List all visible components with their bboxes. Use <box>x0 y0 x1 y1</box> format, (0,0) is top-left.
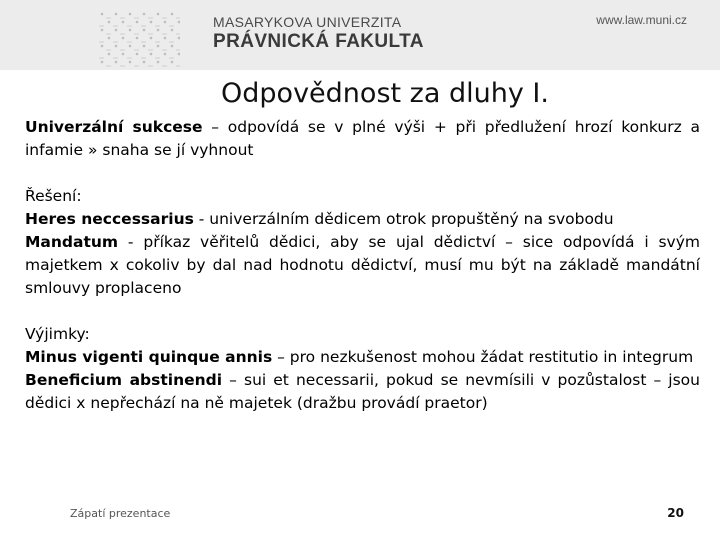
exception-item <box>25 369 700 415</box>
intro-text: – odpovídá se v plné výši + při předlužení hrozí konkurz a infamie » snaha se jí vyhnout <box>25 118 700 159</box>
footer-label: Zápatí prezentace <box>70 507 171 520</box>
intro-paragraph <box>25 116 700 162</box>
exceptions-heading: Výjimky: <box>25 325 90 343</box>
muni-logo-icon <box>68 2 180 68</box>
university-name: MASARYKOVA UNIVERZITA <box>213 14 402 30</box>
solution-item <box>25 208 700 231</box>
intro-term: Univerzální sukcese <box>25 118 203 136</box>
spacer <box>25 300 700 323</box>
slide-title: Odpovědnost za dluhy I. <box>221 78 549 109</box>
solutions-heading: Řešení: <box>25 187 82 205</box>
solution-item <box>25 231 700 300</box>
exception-term: Beneficium abstinendi <box>25 371 223 389</box>
solution-term: Heres neccessarius <box>25 210 194 228</box>
header-band <box>0 0 720 70</box>
page-number: 20 <box>667 506 684 520</box>
exception-text: – sui et necessarii, pokud se nevmísili v pozůstalost – jsou dědici x nepřechází na ně majetek (dražbu provádí praetor) <box>25 371 700 412</box>
spacer <box>25 162 700 185</box>
slide-body <box>25 116 700 415</box>
website-link[interactable]: www.law.muni.cz <box>596 13 687 27</box>
solution-text: - příkaz věřitelů dědici, aby se ujal dědictví – sice odpovídá i svým majetkem x cokoliv by dal nad hodnotu dědictví, musí mu být na základě mandátní smlouvy proplaceno <box>25 233 700 297</box>
exception-term: Minus vigenti quinque annis <box>25 348 273 366</box>
faculty-name: PRÁVNICKÁ FAKULTA <box>213 31 424 52</box>
exception-item <box>25 346 700 369</box>
exception-text: – pro nezkušenost mohou žádat restitutio in integrum <box>272 348 694 366</box>
solution-term: Mandatum <box>25 233 119 251</box>
solution-text: - univerzálním dědicem otrok propuštěný na svobodu <box>193 210 614 228</box>
